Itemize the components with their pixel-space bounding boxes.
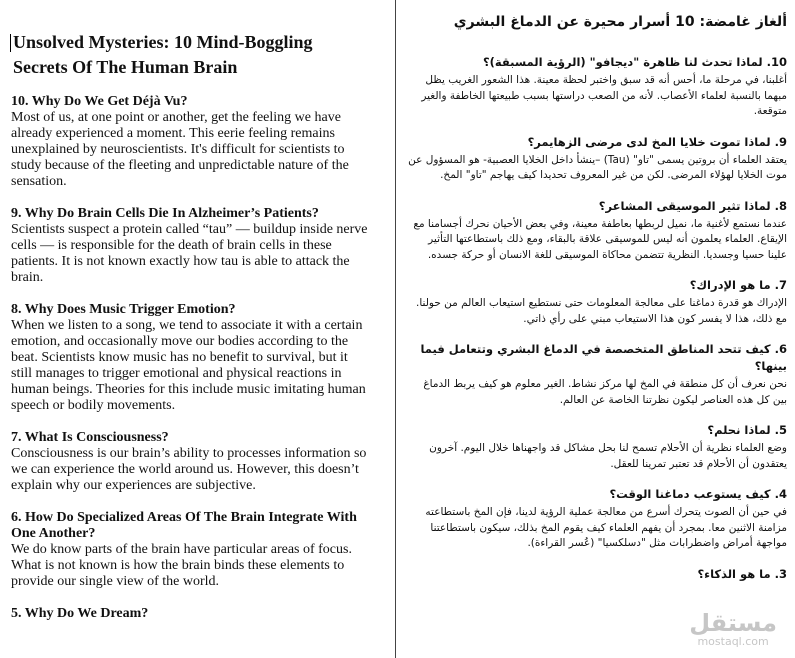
arabic-section-heading: 9. لماذا تموت خلايا المخ لدى مرضى الزهايمر؟	[527, 134, 787, 149]
english-section-body: We do know parts of the brain have particular areas of focus. What is not known is how the brain binds these elements to provide our single view of the world.	[11, 542, 352, 589]
english-page	[0, 0, 393, 658]
english-section-7	[11, 430, 371, 494]
english-document-title	[11, 30, 371, 80]
arabic-section-heading: 5. لماذا نحلم؟	[707, 423, 787, 437]
english-section-heading: 8. Why Does Music Trigger Emotion?	[11, 302, 236, 317]
arabic-section-body: يعتقد العلماء أن بروتين يسمى "تاو" (Tau) –ينشأ داخل الخلايا العصبية- هو المسؤول عن موت الخلايا لهؤلاء المرضى. لكن من غير المعروف تحديدا كيف يهاجم "تاو" المخ.	[408, 153, 787, 181]
arabic-page	[400, 0, 795, 658]
english-title-line-1: Unsolved Mysteries: 10 Mind-Boggling	[13, 32, 313, 52]
english-section-8	[11, 302, 371, 414]
arabic-section-heading: 6. كيف تتحد المناطق المتخصصة في الدماغ البشري وتتعامل فيما بينها؟	[420, 342, 787, 373]
english-section-10	[11, 94, 371, 190]
english-section-heading: 5. Why Do We Dream?	[11, 606, 149, 621]
text-cursor	[10, 34, 11, 52]
arabic-section-heading: 8. لماذا تثير الموسيقى المشاعر؟	[598, 198, 787, 213]
english-section-heading: 10. Why Do We Get Déjà Vu?	[11, 94, 188, 109]
arabic-document-title: ألغاز غامضة: 10 أسرار محيرة عن الدماغ البشري	[453, 14, 787, 30]
arabic-section-5	[406, 422, 787, 472]
english-section-heading: 9. Why Do Brain Cells Die In Alzheimer’s Patients?	[11, 206, 319, 221]
page-divider	[395, 0, 396, 658]
english-section-body: Most of us, at one point or another, get the feeling we have already experienced a moment. This eerie feeling remains unexplained by neuroscientists. It's difficult for scientists to study because of the fleeting and unpredictable nature of the sensation.	[11, 110, 349, 189]
mostaql-logo: مستقل	[689, 609, 777, 637]
english-section-heading: 6. How Do Specialized Areas Of The Brain Integrate With One Another?	[11, 510, 357, 541]
arabic-section-body: أغلبنا، في مرحلة ما، أحس أنه قد سبق واختبر لحظة معينة. هذا الشعور الغريب يظل مبهما بالنسبة لعلماء الأعصاب. لأنه من الصعب دراستها بسبب طبيعتها الخاطفة والغير متوقعة.	[421, 74, 787, 117]
english-title-line-2: Secrets Of The Human Brain	[13, 57, 238, 77]
arabic-section-4	[406, 486, 787, 552]
arabic-text-column	[400, 0, 795, 583]
arabic-section-heading: 3. ما هو الذكاء؟	[697, 566, 787, 581]
arabic-section-10	[406, 54, 787, 120]
arabic-section-9	[406, 134, 787, 184]
arabic-section-3	[406, 566, 787, 583]
arabic-section-heading: 4. كيف يستوعب دماغنا الوقت؟	[609, 487, 787, 501]
arabic-section-body: وضع العلماء نظرية أن الأحلام تسمح لنا بحل مشاكل قد واجهناها خلال اليوم. آخرون يعتقدون أن الأحلام قد تعتبر تمرينا للعقل.	[429, 442, 787, 470]
arabic-section-6	[406, 341, 787, 408]
arabic-section-body: نحن نعرف أن كل منطقة في المخ لها مركز نشاط. الغير معلوم هو كيف يربط الدماغ بين كل هذه العناصر ليكون نظرتنا الخاصة عن العالم.	[423, 378, 787, 406]
english-section-body: When we listen to a song, we tend to associate it with a certain emotion, and occasionally move our bodies according to the beat. Scientists know music has no benefit to survival, but it still manages to trigger emotional and physical reactions in human beings. Theories for this include music imitating human speech or bodily movements.	[11, 318, 366, 413]
english-section-6	[11, 510, 371, 590]
english-section-heading: 7. What Is Consciousness?	[11, 430, 169, 445]
arabic-section-body: في حين أن الصوت يتحرك أسرع من معالجة عملية الرؤية لدينا، فإن المخ باستطاعته مزامنة الاثنين معا. بمجرد أن يفهم العلماء كيف يقوم المخ بذلك، سيكون باستطاعتنا مواجهة أمراض واضطرابات مثل "دسلكسيا" (عُسر القراءة).	[425, 506, 787, 549]
arabic-section-8	[406, 198, 787, 264]
arabic-section-heading: 10. لماذا تحدث لنا ظاهرة "ديجافو" (الرؤية المسبقة)؟	[482, 55, 787, 69]
arabic-section-body: عندما نستمع لأغنية ما، نميل لربطها بعاطفة معينة، وفي بعض الأحيان نحرك أجسامنا مع الإيقاع. العلماء يعلمون أنه ليس للموسيقى علاقة بالبقاء، ومع ذلك باستطاعتها التأثير علينا حسيا وجسديا. النظرية تتضمن محاكاة الموسيقى للغة الانسان أو حركة جسده.	[413, 217, 787, 261]
english-section-body: Scientists suspect a protein called “tau” — buildup inside nerve cells — is responsible for the death of brain cells in these patients. It is not known exactly how tau is able to attack the brain.	[11, 222, 368, 285]
english-section-body: Consciousness is our brain’s ability to processes information so we can experience the world around us. However, this doesn’t explain why our experiences are subjective.	[11, 446, 367, 493]
english-text-column	[0, 0, 393, 622]
english-section-9	[11, 206, 371, 286]
english-section-5	[11, 606, 371, 622]
arabic-section-7	[406, 277, 787, 327]
mostaql-watermark	[689, 610, 777, 648]
arabic-section-heading: 7. ما هو الإدراك؟	[689, 278, 787, 292]
mostaql-url: mostaql.com	[697, 635, 769, 648]
arabic-section-body: الإدراك هو قدرة دماغنا على معالجة المعلومات حتى نستطيع استيعاب العالم من حولنا. مع ذلك، هذا لا يفسر كون هذا الاستيعاب مبني على رأي ذاتي.	[416, 297, 787, 325]
